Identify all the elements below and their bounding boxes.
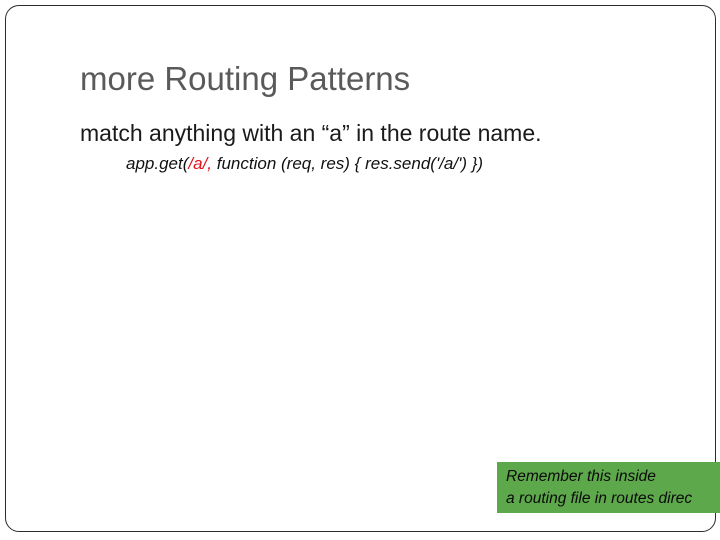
code-suffix: function (req, res) { res.send('/a/') }) [212, 154, 484, 173]
note-line-1: Remember this inside [506, 468, 656, 485]
note-box [497, 462, 720, 513]
code-regex: /a/, [188, 154, 213, 173]
note-line-2: a routing file in routes direc [506, 490, 693, 507]
slide-title: more Routing Patterns [80, 60, 411, 97]
code-prefix: app.get( [126, 154, 189, 173]
bullet-text: match anything with an “a” in the route name. [80, 120, 542, 146]
code-example [126, 154, 483, 174]
